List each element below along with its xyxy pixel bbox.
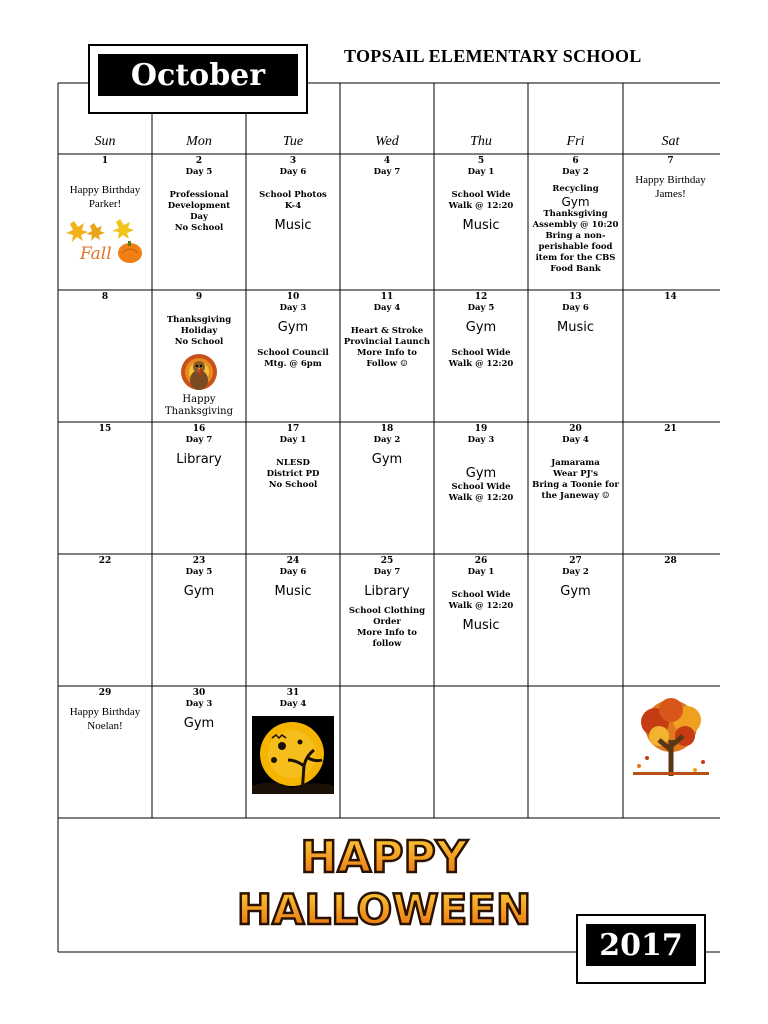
day-cell-5 bbox=[434, 156, 528, 288]
day-number: 7 bbox=[667, 156, 674, 166]
day-cell-14 bbox=[623, 292, 718, 420]
rotation-day: Day 7 bbox=[373, 567, 401, 577]
birthday-name: Parker! bbox=[88, 198, 122, 210]
rotation-day: Day 6 bbox=[279, 567, 307, 577]
event-note: More Info to bbox=[357, 348, 417, 358]
day-number: 8 bbox=[101, 292, 109, 302]
activity-label: Gym bbox=[560, 584, 591, 599]
rotation-day: Day 5 bbox=[185, 567, 213, 577]
autumn-tree-cell bbox=[623, 688, 718, 816]
event-note: Holiday bbox=[180, 326, 218, 336]
day-cell-21 bbox=[623, 424, 718, 552]
rotation-day: Day 1 bbox=[467, 567, 495, 577]
activity-label: Gym bbox=[465, 320, 497, 335]
event-note: Food Bank bbox=[550, 264, 601, 274]
month-title-box bbox=[88, 44, 308, 114]
event-note: No School bbox=[174, 337, 224, 347]
event-note: Walk @ 12:20 bbox=[448, 493, 514, 503]
day-cell-22 bbox=[58, 556, 152, 684]
rotation-day: Day 2 bbox=[562, 567, 589, 577]
rotation-day: Day 1 bbox=[279, 435, 307, 445]
activity-label: Gym bbox=[561, 195, 590, 209]
day-cell-12 bbox=[434, 292, 528, 420]
activity-label: Gym bbox=[371, 452, 403, 467]
event-note: Day bbox=[190, 212, 208, 222]
event-note: NLESD bbox=[276, 458, 310, 468]
month-title: October bbox=[98, 54, 298, 96]
event-note: Thanksgiving bbox=[166, 315, 232, 325]
autumn-tree-icon bbox=[629, 696, 713, 780]
day-number: 22 bbox=[98, 556, 112, 566]
day-number: 25 bbox=[380, 556, 394, 566]
day-number: 6 bbox=[572, 156, 579, 166]
event-note: Bring a Toonie for bbox=[532, 480, 619, 490]
turkey-icon bbox=[169, 350, 229, 394]
happy-halloween-banner bbox=[236, 820, 532, 940]
day-cell-9 bbox=[152, 292, 246, 420]
day-number: 21 bbox=[664, 424, 677, 434]
event-note: item for the CBS bbox=[535, 253, 616, 263]
day-cell-17 bbox=[246, 424, 340, 552]
day-number: 26 bbox=[474, 556, 488, 566]
rotation-day: Day 4 bbox=[279, 699, 307, 709]
school-name: TOPSAIL ELEMENTARY SCHOOL bbox=[344, 46, 642, 66]
activity-label: Music bbox=[462, 618, 500, 633]
activity-label: Library bbox=[176, 452, 222, 467]
event-note: Professional bbox=[169, 190, 229, 200]
activity-label: Music bbox=[462, 218, 500, 233]
event-note: School Council bbox=[257, 348, 329, 358]
event-note: Heart & Stroke bbox=[350, 326, 424, 336]
day-cell-10 bbox=[246, 292, 340, 420]
day-cell-15 bbox=[58, 424, 152, 552]
day-cell-1 bbox=[58, 156, 152, 288]
day-number: 18 bbox=[380, 424, 394, 434]
year-label: 2017 bbox=[586, 924, 696, 966]
day-cell-4 bbox=[340, 156, 434, 288]
day-number: 17 bbox=[286, 424, 300, 434]
birthday-name: James! bbox=[655, 188, 686, 200]
event-note: Recycling bbox=[552, 184, 599, 194]
event-note: Mtg. @ 6pm bbox=[264, 359, 322, 369]
event-note: School Clothing bbox=[348, 606, 426, 616]
day-number: 24 bbox=[286, 556, 300, 566]
rotation-day: Day 5 bbox=[467, 303, 495, 313]
weekday-wed: Wed bbox=[375, 134, 399, 149]
day-number: 27 bbox=[569, 556, 582, 566]
rotation-day: Day 3 bbox=[279, 303, 307, 313]
day-number: 3 bbox=[289, 156, 297, 166]
thanksgiving-caption: Happy Thanksgiving bbox=[165, 394, 233, 417]
day-number: 14 bbox=[664, 292, 677, 302]
event-note: perishable food bbox=[538, 242, 613, 252]
fall-label: Fall bbox=[80, 244, 112, 264]
event-note: School Wide bbox=[451, 590, 511, 600]
event-note: No School bbox=[174, 223, 224, 233]
year-box bbox=[576, 914, 706, 984]
rotation-day: Day 7 bbox=[185, 435, 213, 445]
event-note: Wear PJ's bbox=[552, 469, 598, 479]
day-number: 16 bbox=[192, 424, 206, 434]
event-note: Provincial Launch bbox=[343, 337, 431, 347]
day-number: 30 bbox=[192, 688, 206, 698]
day-number: 2 bbox=[195, 156, 203, 166]
birthday-note: Happy Birthday bbox=[635, 174, 706, 186]
fall-leaves-icon bbox=[64, 217, 146, 267]
rotation-day: Day 6 bbox=[279, 167, 307, 177]
birthday-name: Noelan! bbox=[87, 720, 123, 732]
day-cell-29 bbox=[58, 688, 152, 816]
event-note: Walk @ 12:20 bbox=[448, 359, 514, 369]
day-cell-8 bbox=[58, 292, 152, 420]
event-note: School Wide bbox=[451, 190, 511, 200]
event-note: No School bbox=[268, 480, 318, 490]
rotation-day: Day 4 bbox=[373, 303, 401, 313]
event-note: Assembly @ 10:20 bbox=[532, 220, 619, 230]
day-cell-6 bbox=[528, 156, 623, 288]
day-number: 1 bbox=[101, 156, 109, 166]
day-cell-30 bbox=[152, 688, 246, 816]
event-note: Thanksgiving bbox=[543, 209, 608, 219]
weekday-tue: Tue bbox=[282, 134, 304, 149]
day-cell-25 bbox=[340, 556, 434, 684]
day-number: 5 bbox=[477, 156, 485, 166]
event-note: Order bbox=[373, 617, 401, 627]
weekday-sat: Sat bbox=[661, 134, 680, 149]
day-cell-24 bbox=[246, 556, 340, 684]
birthday-note: Happy Birthday bbox=[69, 706, 141, 718]
halloween-moon-icon bbox=[252, 716, 334, 794]
day-number: 28 bbox=[664, 556, 677, 566]
activity-label: Gym bbox=[183, 584, 215, 599]
rotation-day: Day 7 bbox=[373, 167, 401, 177]
day-number: 19 bbox=[474, 424, 488, 434]
event-note: More Info to bbox=[357, 628, 417, 638]
rotation-day: Day 2 bbox=[562, 167, 589, 177]
rotation-day: Day 1 bbox=[467, 167, 495, 177]
weekday-mon: Mon bbox=[186, 134, 212, 149]
day-cell-18 bbox=[340, 424, 434, 552]
day-number: 23 bbox=[192, 556, 206, 566]
activity-label: Music bbox=[557, 320, 594, 335]
day-cell-7 bbox=[623, 156, 718, 288]
event-note: Development bbox=[167, 201, 231, 211]
day-cell-3 bbox=[246, 156, 340, 288]
day-cell-27 bbox=[528, 556, 623, 684]
day-number: 11 bbox=[380, 292, 394, 302]
event-note: Walk @ 12:20 bbox=[448, 601, 514, 611]
day-cell-16 bbox=[152, 424, 246, 552]
event-note: Walk @ 12:20 bbox=[448, 201, 514, 211]
weekday-thu: Thu bbox=[470, 134, 492, 149]
weekday-sun: Sun bbox=[94, 134, 116, 149]
day-cell-19 bbox=[434, 424, 528, 552]
day-cell-13 bbox=[528, 292, 623, 420]
rotation-day: Day 3 bbox=[467, 435, 495, 445]
activity-label: Gym bbox=[465, 466, 497, 481]
day-number: 31 bbox=[286, 688, 300, 698]
event-note: Follow ☺ bbox=[366, 359, 408, 369]
event-note: Bring a non- bbox=[545, 231, 606, 241]
event-note: School Photos bbox=[259, 190, 327, 200]
rotation-day: Day 4 bbox=[562, 435, 589, 445]
event-note: School Wide bbox=[451, 348, 511, 358]
day-number: 20 bbox=[569, 424, 582, 434]
day-number: 12 bbox=[474, 292, 488, 302]
weekday-fri: Fri bbox=[566, 134, 585, 149]
event-note: K-4 bbox=[284, 201, 302, 211]
halloween-line-1: HAPPY bbox=[300, 832, 468, 883]
day-cell-2 bbox=[152, 156, 246, 288]
rotation-day: Day 6 bbox=[562, 303, 589, 313]
day-cell-26 bbox=[434, 556, 528, 684]
day-number: 4 bbox=[383, 156, 391, 166]
event-note: the Janeway ☺ bbox=[541, 491, 610, 501]
event-note: School Wide bbox=[451, 482, 511, 492]
day-number: 13 bbox=[569, 292, 582, 302]
day-number: 10 bbox=[286, 292, 300, 302]
rotation-day: Day 3 bbox=[185, 699, 213, 709]
event-note: follow bbox=[372, 639, 402, 649]
event-note: Jamarama bbox=[551, 458, 600, 468]
birthday-note: Happy Birthday bbox=[69, 184, 141, 196]
day-number: 29 bbox=[98, 688, 112, 698]
day-number: 9 bbox=[195, 292, 203, 302]
activity-label: Library bbox=[364, 584, 410, 599]
rotation-day: Day 2 bbox=[373, 435, 401, 445]
activity-label: Music bbox=[274, 584, 312, 599]
day-cell-11 bbox=[340, 292, 434, 420]
day-cell-28 bbox=[623, 556, 718, 684]
day-cell-20 bbox=[528, 424, 623, 552]
day-cell-23 bbox=[152, 556, 246, 684]
day-number: 15 bbox=[98, 424, 112, 434]
activity-label: Gym bbox=[277, 320, 309, 335]
rotation-day: Day 5 bbox=[185, 167, 213, 177]
day-cell-31 bbox=[246, 688, 340, 816]
event-note: District PD bbox=[266, 469, 320, 479]
activity-label: Music bbox=[274, 218, 312, 233]
activity-label: Gym bbox=[183, 716, 215, 731]
halloween-line-2: HALLOWEEN bbox=[236, 885, 532, 934]
